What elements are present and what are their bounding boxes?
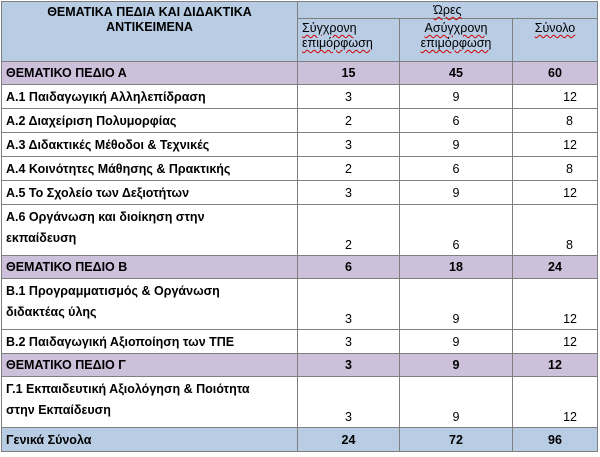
row-async: 6 [400, 109, 513, 133]
row-async: 9 [400, 181, 513, 205]
table-row [2, 109, 598, 133]
totals-sync: 24 [298, 428, 400, 452]
row-total: 12 [513, 330, 598, 354]
row-label: Β.2 Παιδαγωγική Αξιοποίηση των ΤΠΕ [2, 330, 298, 354]
row-total: 12 [513, 377, 598, 428]
curriculum-hours-table [1, 1, 598, 452]
row-total: 12 [513, 181, 598, 205]
header-hours: Ώρες [298, 2, 598, 19]
table-row [2, 181, 598, 205]
row-sync: 3 [298, 133, 400, 157]
row-total: 8 [513, 109, 598, 133]
row-async: 9 [400, 330, 513, 354]
row-async: 9 [400, 377, 513, 428]
header-title-line1: ΘΕΜΑΤΙΚΑ ΠΕΔΙΑ ΚΑΙ ΔΙΔΑΚΤΙΚΑ [47, 5, 252, 19]
table-row [2, 157, 598, 181]
field-row-b [2, 256, 598, 279]
totals-total: 96 [513, 428, 598, 452]
field-label: ΘΕΜΑΤΙΚΟ ΠΕΔΙΟ Α [2, 62, 298, 85]
row-total: 12 [513, 279, 598, 330]
row-sync: 3 [298, 377, 400, 428]
table-row [2, 133, 598, 157]
field-async: 9 [400, 354, 513, 377]
row-label: Β.1 Προγραμματισμός & Οργάνωση διδακτέας ύλης [2, 279, 298, 330]
row-label: Γ.1 Εκπαιδευτική Αξιολόγηση & Ποιότητα στην Εκπαίδευση [2, 377, 298, 428]
field-sync: 3 [298, 354, 400, 377]
row-async: 6 [400, 157, 513, 181]
row-sync: 3 [298, 330, 400, 354]
field-sync: 6 [298, 256, 400, 279]
row-total: 12 [513, 85, 598, 109]
field-total: 12 [513, 354, 598, 377]
totals-async: 72 [400, 428, 513, 452]
field-total: 60 [513, 62, 598, 85]
field-row-a [2, 62, 598, 85]
header-async: Ασύγχρονη επιμόρφωση [400, 19, 513, 62]
table-row [2, 377, 598, 428]
header-total: Σύνολο [513, 19, 598, 62]
row-sync: 2 [298, 109, 400, 133]
row-sync: 3 [298, 85, 400, 109]
table-row [2, 205, 598, 256]
field-async: 18 [400, 256, 513, 279]
header-title-line2: ΑΝΤΙΚΕΙΜΕΝΑ [106, 20, 193, 34]
header-subjects-title [2, 2, 298, 62]
row-label: Α.1 Παιδαγωγική Αλληλεπίδραση [2, 85, 298, 109]
row-label: Α.4 Κοινότητες Μάθησης & Πρακτικής [2, 157, 298, 181]
row-label: Α.5 Το Σχολείο των Δεξιοτήτων [2, 181, 298, 205]
field-total: 24 [513, 256, 598, 279]
table-row [2, 279, 598, 330]
row-sync: 3 [298, 181, 400, 205]
row-label: Α.2 Διαχείριση Πολυμορφίας [2, 109, 298, 133]
totals-label: Γενικά Σύνολα [2, 428, 298, 452]
row-total: 8 [513, 205, 598, 256]
row-sync: 2 [298, 157, 400, 181]
row-total: 12 [513, 133, 598, 157]
row-total: 8 [513, 157, 598, 181]
table-row [2, 330, 598, 354]
row-async: 9 [400, 279, 513, 330]
row-label: Α.3 Διδακτικές Μέθοδοι & Τεχνικές [2, 133, 298, 157]
header-sync: Σύγχρονη επιμόρφωση [298, 19, 400, 62]
row-sync: 3 [298, 279, 400, 330]
row-sync: 2 [298, 205, 400, 256]
field-label: ΘΕΜΑΤΙΚΟ ΠΕΔΙΟ Γ [2, 354, 298, 377]
field-row-c [2, 354, 598, 377]
field-sync: 15 [298, 62, 400, 85]
row-async: 6 [400, 205, 513, 256]
row-async: 9 [400, 85, 513, 109]
field-label: ΘΕΜΑΤΙΚΟ ΠΕΔΙΟ Β [2, 256, 298, 279]
grand-totals-row [2, 428, 598, 452]
field-async: 45 [400, 62, 513, 85]
table-row [2, 85, 598, 109]
row-async: 9 [400, 133, 513, 157]
row-label: Α.6 Οργάνωση και διοίκηση στην εκπαίδευση [2, 205, 298, 256]
